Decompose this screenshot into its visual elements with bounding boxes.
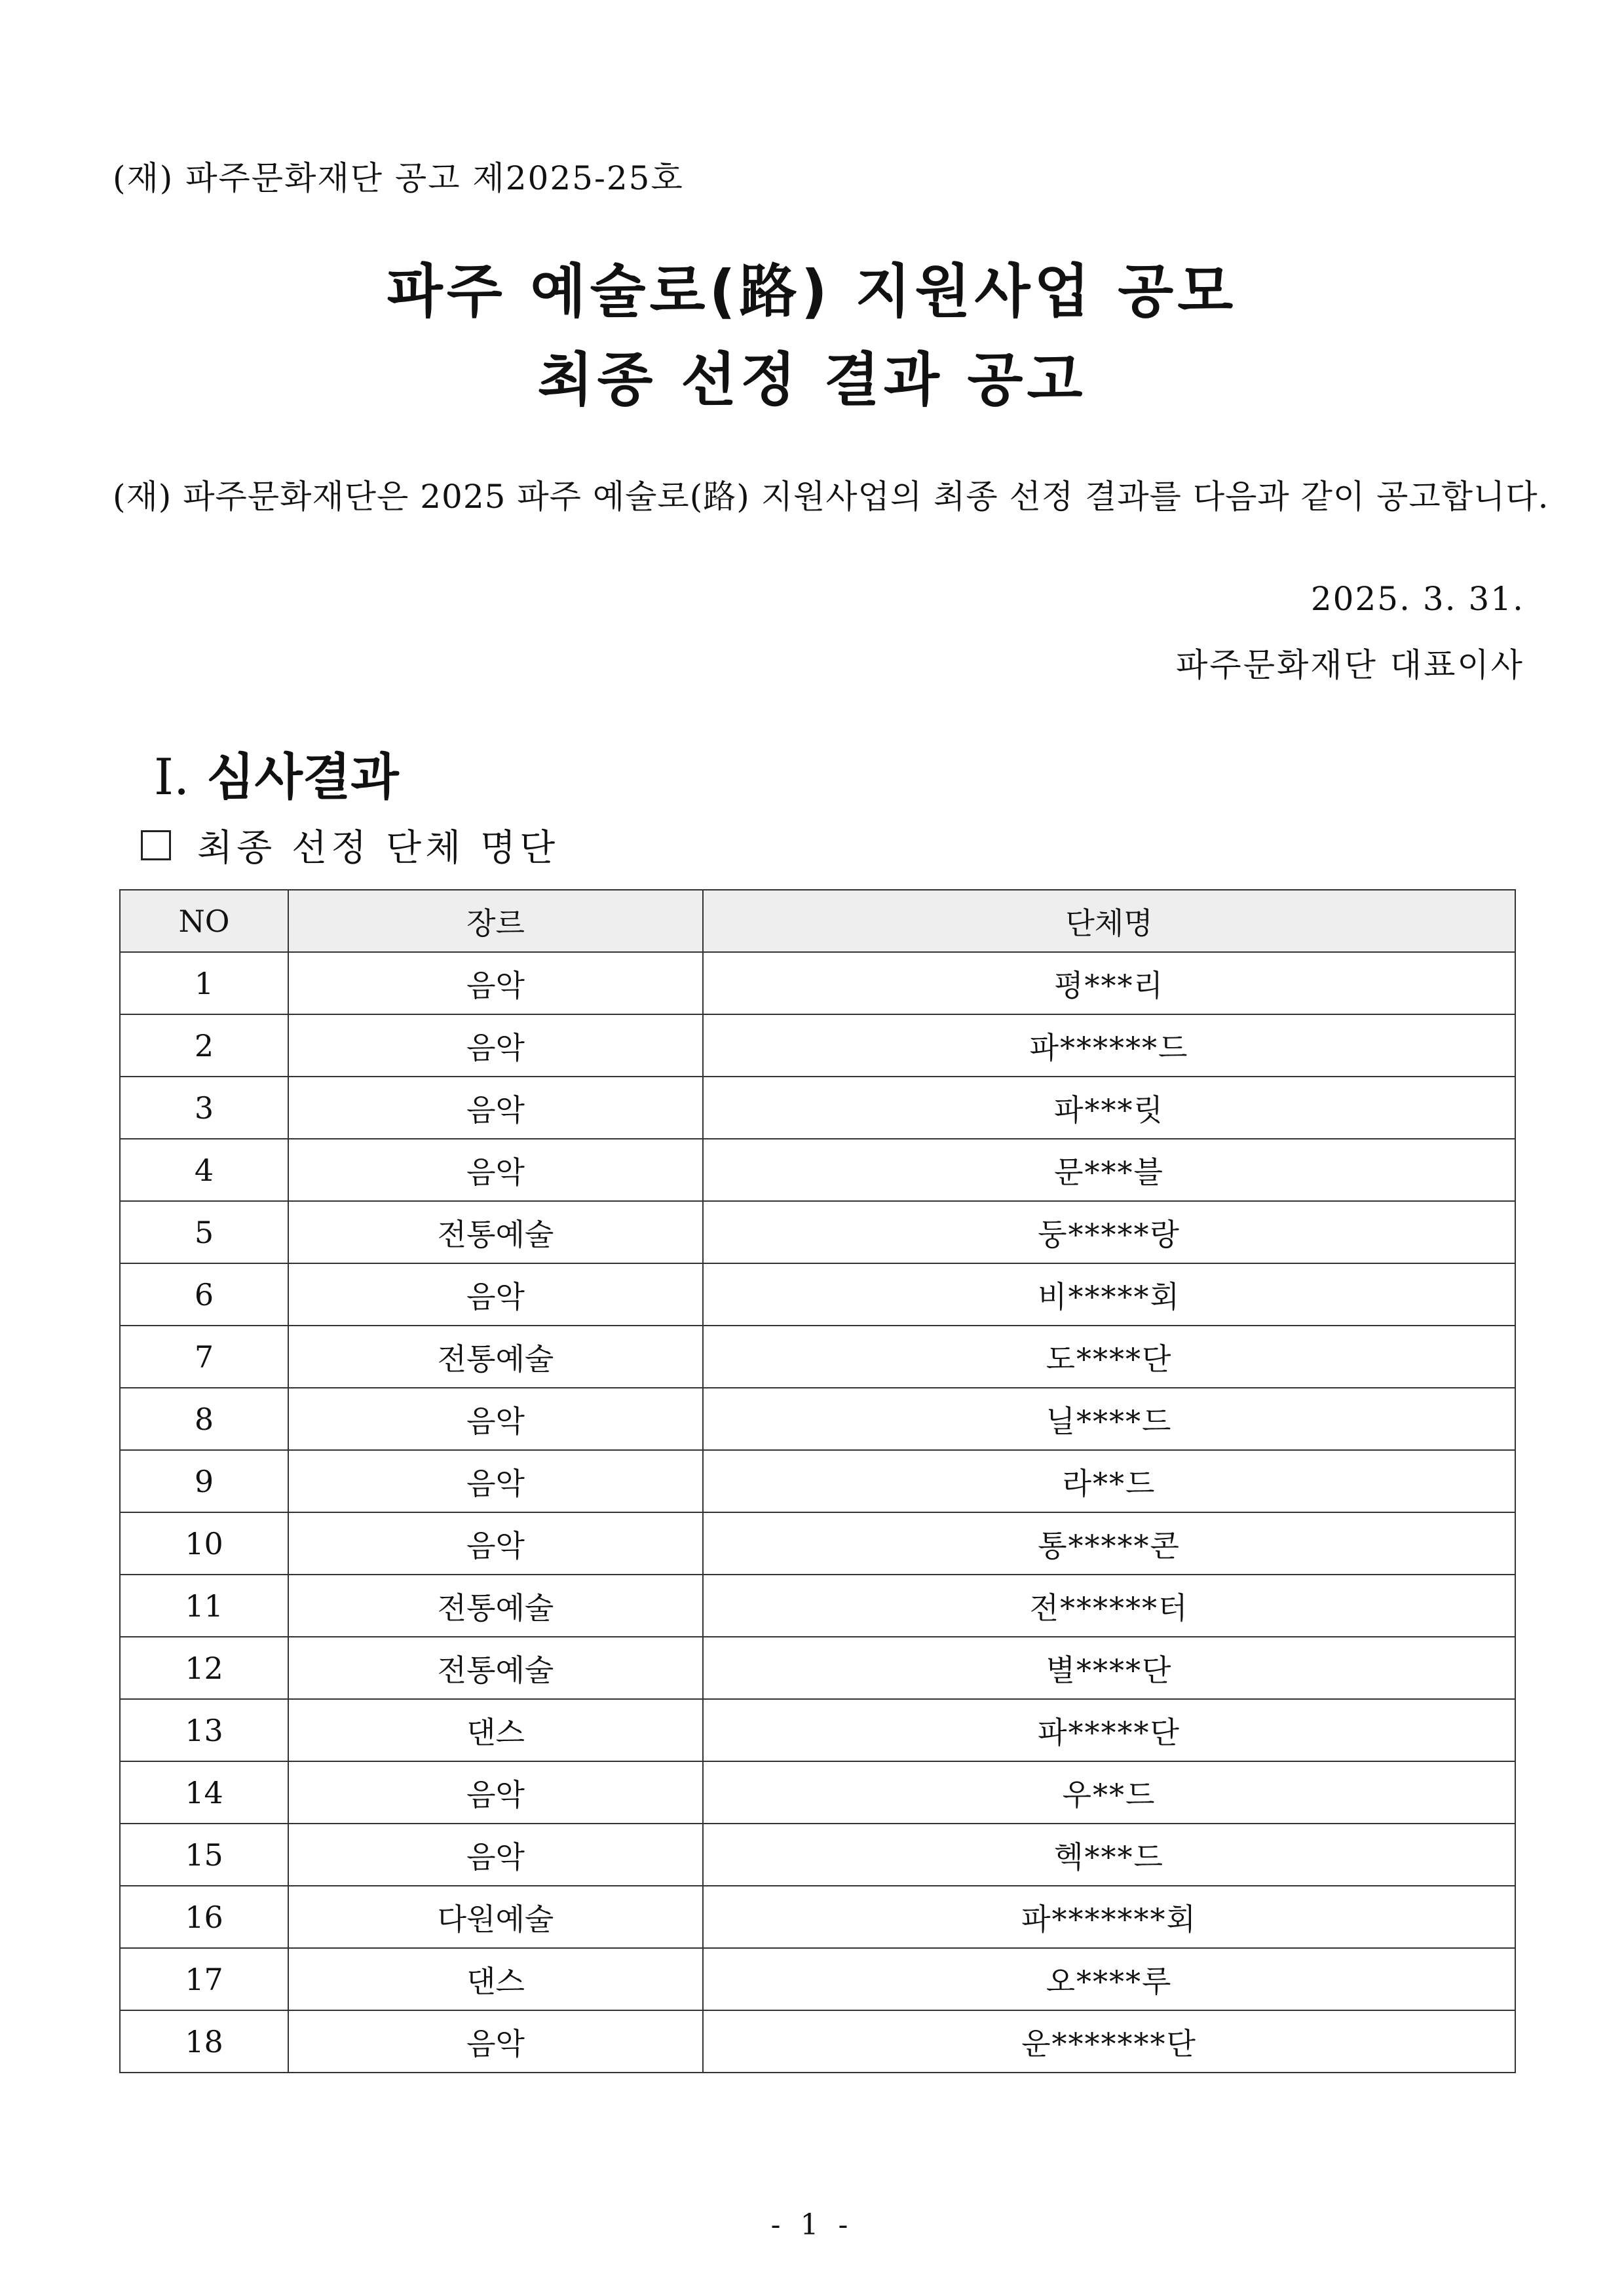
page-number: - 1 - <box>770 2208 854 2242</box>
header-no: NO <box>120 890 288 952</box>
row-organization-name: 파*******회 <box>703 1886 1515 1948</box>
table-header-row <box>120 890 1515 952</box>
row-genre: 전통예술 <box>288 1637 703 1699</box>
row-genre: 전통예술 <box>288 1575 703 1637</box>
row-organization-name: 파***릿 <box>703 1077 1515 1139</box>
row-organization-name: 파******드 <box>703 1014 1515 1077</box>
notice-number: (재) 파주문화재단 공고 제2025-25호 <box>113 159 684 197</box>
intro-paragraph: (재) 파주문화재단은 2025 파주 예술로(路) 지원사업의 최종 선정 결과를 다음과 같이 공고합니다. <box>113 478 1549 516</box>
row-number: 17 <box>120 1948 288 2010</box>
row-organization-name: 우**드 <box>703 1761 1515 1824</box>
row-number: 4 <box>120 1139 288 1201</box>
row-organization-name: 오****루 <box>703 1948 1515 2010</box>
table-row <box>120 1077 1515 1139</box>
row-number: 10 <box>120 1512 288 1575</box>
row-organization-name: 헥***드 <box>703 1824 1515 1886</box>
table-body <box>120 952 1515 2073</box>
row-genre: 음악 <box>288 2010 703 2073</box>
header-genre: 장르 <box>288 890 703 952</box>
header-name: 단체명 <box>703 890 1515 952</box>
row-genre: 음악 <box>288 1761 703 1824</box>
row-number: 2 <box>120 1014 288 1077</box>
document-subtitle: 최종 선정 결과 공고 <box>537 346 1087 413</box>
results-table <box>119 889 1516 2073</box>
row-organization-name: 통*****콘 <box>703 1512 1515 1575</box>
table-row <box>120 1388 1515 1450</box>
row-number: 11 <box>120 1575 288 1637</box>
row-organization-name: 평***리 <box>703 952 1515 1014</box>
row-organization-name: 비*****회 <box>703 1263 1515 1326</box>
row-genre: 음악 <box>288 1512 703 1575</box>
section-title: 심사결과 <box>206 748 399 806</box>
table-row <box>120 1326 1515 1388</box>
table-row <box>120 1637 1515 1699</box>
table-row <box>120 952 1515 1014</box>
row-genre: 음악 <box>288 1824 703 1886</box>
row-number: 1 <box>120 952 288 1014</box>
table-row <box>120 1263 1515 1326</box>
row-organization-name: 전******터 <box>703 1575 1515 1637</box>
row-number: 3 <box>120 1077 288 1139</box>
row-number: 16 <box>120 1886 288 1948</box>
row-organization-name: 둥*****랑 <box>703 1201 1515 1263</box>
row-number: 18 <box>120 2010 288 2073</box>
row-organization-name: 도****단 <box>703 1326 1515 1388</box>
row-genre: 음악 <box>288 952 703 1014</box>
row-genre: 전통예술 <box>288 1201 703 1263</box>
table-row <box>120 1886 1515 1948</box>
row-number: 14 <box>120 1761 288 1824</box>
row-genre: 댄스 <box>288 1699 703 1761</box>
row-number: 15 <box>120 1824 288 1886</box>
checkbox-icon <box>141 830 171 860</box>
section-number: Ⅰ. <box>154 748 190 806</box>
sub-heading <box>141 819 559 871</box>
row-organization-name: 별****단 <box>703 1637 1515 1699</box>
row-genre: 음악 <box>288 1077 703 1139</box>
table-row <box>120 1761 1515 1824</box>
row-number: 8 <box>120 1388 288 1450</box>
row-genre: 음악 <box>288 1139 703 1201</box>
table-row <box>120 1948 1515 2010</box>
table-row <box>120 1450 1515 1512</box>
row-genre: 음악 <box>288 1014 703 1077</box>
row-organization-name: 문***블 <box>703 1139 1515 1201</box>
document-title: 파주 예술로(路) 지원사업 공모 <box>387 258 1237 325</box>
row-genre: 음악 <box>288 1450 703 1512</box>
sub-heading-label: 최종 선정 단체 명단 <box>197 827 559 870</box>
table-row <box>120 1575 1515 1637</box>
signer: 파주문화재단 대표이사 <box>1176 646 1524 684</box>
table-row <box>120 2010 1515 2073</box>
row-organization-name: 파*****단 <box>703 1699 1515 1761</box>
announcement-date: 2025. 3. 31. <box>1310 580 1524 618</box>
row-number: 12 <box>120 1637 288 1699</box>
table-row <box>120 1014 1515 1077</box>
row-organization-name: 운*******단 <box>703 2010 1515 2073</box>
table-row <box>120 1824 1515 1886</box>
table-row <box>120 1699 1515 1761</box>
row-number: 5 <box>120 1201 288 1263</box>
row-number: 9 <box>120 1450 288 1512</box>
row-genre: 전통예술 <box>288 1326 703 1388</box>
row-number: 13 <box>120 1699 288 1761</box>
row-number: 6 <box>120 1263 288 1326</box>
section-heading <box>154 737 399 809</box>
row-organization-name: 닐****드 <box>703 1388 1515 1450</box>
row-genre: 댄스 <box>288 1948 703 2010</box>
row-genre: 다원예술 <box>288 1886 703 1948</box>
row-organization-name: 라**드 <box>703 1450 1515 1512</box>
row-genre: 음악 <box>288 1388 703 1450</box>
row-number: 7 <box>120 1326 288 1388</box>
table-row <box>120 1512 1515 1575</box>
row-genre: 음악 <box>288 1263 703 1326</box>
table-row <box>120 1139 1515 1201</box>
table-row <box>120 1201 1515 1263</box>
